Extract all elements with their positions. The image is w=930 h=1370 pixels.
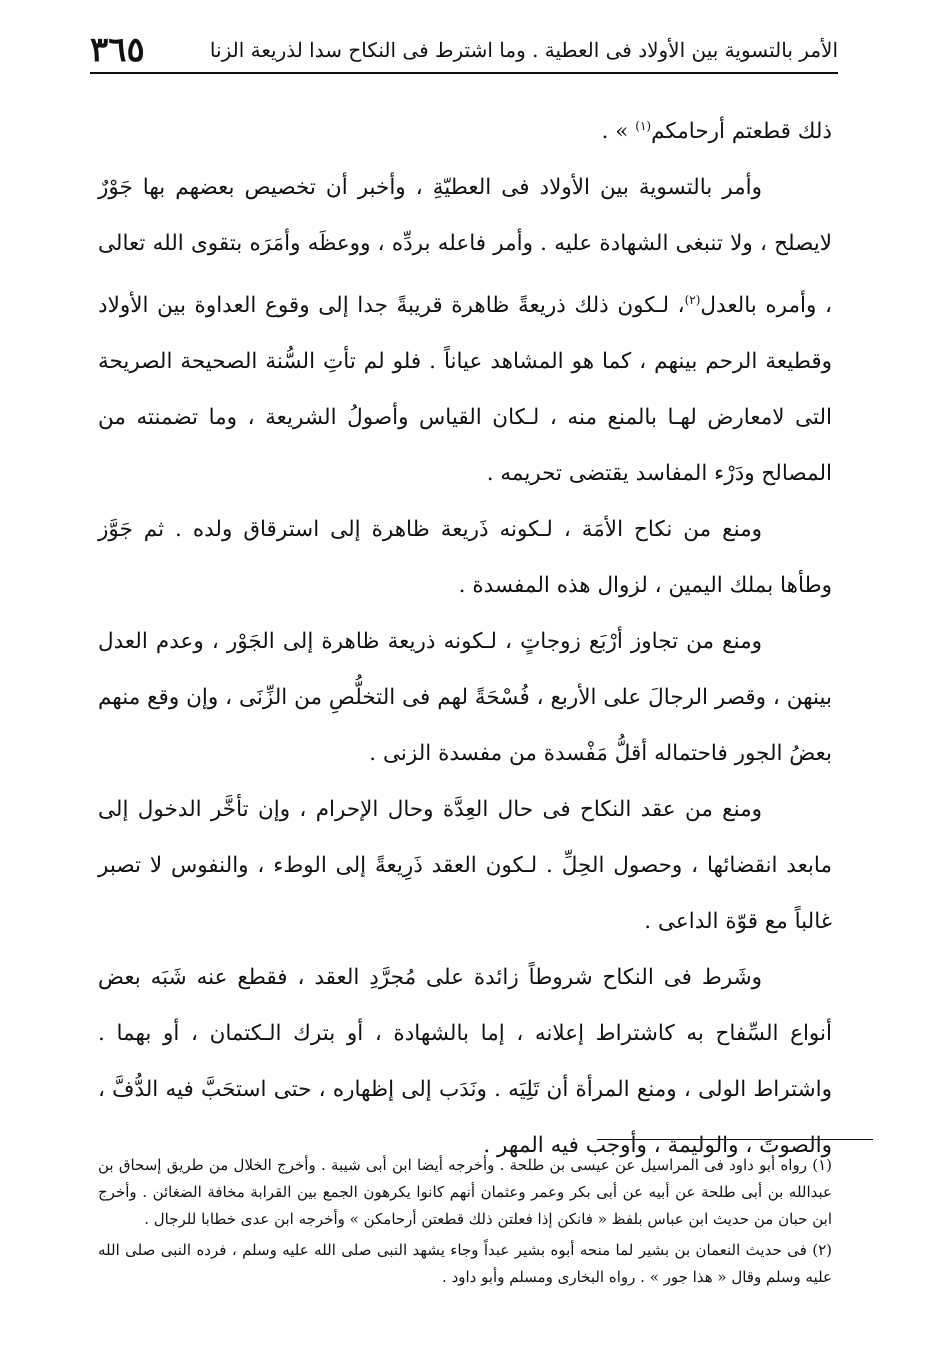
header-title: الأمر بالتسوية بين الأولاد فى العطية . وما اشترط فى النكاح سدا لذريعة الزنا bbox=[209, 38, 838, 62]
paragraph-conditions: وشَرط فى النكاح شروطاً زائدة على مُجرَّدِ العقد ، فقطع عنه شَبَه بعض أنواع السِّفاح به كاشتراط إعلانه ، إما بالشهادة ، أو بترك الـكتمان ، أو بهما . واشتراط الولى ، ومنع المرأة أن تَلِيَه . ونَدَب إلى إظهاره ، حتى استحَبَّ فيه الدُّفَّ ، والصوتَ ، والوليمة ، وأوجب فيه المهر . bbox=[98, 965, 832, 1159]
paragraph-equal-gifts bbox=[98, 160, 832, 502]
paragraph-continuation bbox=[98, 98, 832, 160]
paragraph-text: ذلك قطعتم أرحامكم bbox=[651, 119, 832, 145]
footnote-divider bbox=[597, 1139, 873, 1140]
footnote-2 bbox=[98, 1237, 832, 1291]
footnote-ref-1: (١) bbox=[635, 119, 652, 133]
footnote-1 bbox=[98, 1152, 832, 1233]
paragraph-slave-marriage: ومنع من نكاح الأمَة ، لـكونه ذَريعة ظاهرة إلى استرقاق ولده . ثم جَوَّز وطأها بملك اليمين ، لزوال هذه المفسدة . bbox=[98, 517, 832, 599]
paragraph-four-wives: ومنع من تجاوز أرْبَع زوجاتٍ ، لـكونه ذريعة ظاهرة إلى الجَوْر ، وعدم العدل بينهن ، وقصر الرجالَ على الأربع ، فُسْحَةً لهم فى التخلُّصِ من الزِّنَى ، وإن وقع منهم بعضُ الجور فاحتماله أقلُّ مَفْسدة من مفسدة الزنى . bbox=[98, 629, 832, 767]
footnote-text-2: فى حديث النعمان بن بشير لما منحه أبوه بشير عبداً وجاء يشهد النبى صلى الله عليه وسلم ، فرده النبى صلى الله عليه وسلم وقال « هذا جور » . رواه البخارى ومسلم وأبو داود . bbox=[98, 1241, 832, 1286]
paragraph-text: وأمر بالتسوية بين الأولاد فى العطيّةِ ، وأخبر أن تخصيص بعضهم بها جَوْرٌ لايصلح ، ولا تنبغى الشهادة عليه . وأمر فاعله بردِّه ، ووعظَه وأمَرَه بتقوى الله تعالى ، وأمره بالعدل bbox=[98, 175, 832, 319]
page-number: ٣٦٥ bbox=[90, 30, 145, 70]
footnote-ref-2: (٢) bbox=[684, 293, 701, 308]
main-text bbox=[98, 98, 832, 1174]
paragraph-text: ، لـكون ذلك ذريعةً ظاهرة قريبةً جدا إلى وقوع العداوة بين الأولاد وقطيعة الرحم بينهم ، كما هو المشاهد عياناً . فلو لم تأتِ السُّنة الصحيحة الصريحة التى لامعارض لهـا بالمنع منه ، لـكان القياس وأصولُ الشريعة ، وما تضمنته من المصالح ودَرْء المفاسد يقتضى تحريمه . bbox=[98, 293, 832, 487]
running-header bbox=[90, 28, 838, 74]
footnote-text-1: رواه أبو داود فى المراسيل عن عيسى بن طلحة . وأخرجه أيضا ابن أبى شيبة . وأخرج الخلال من طريق إسحاق بن عبدالله بن أبى طلحة عن أبيه عن أبى بكر وعمر وعثمان أنهم كانوا يكرهون الجمع بين القرابة مخافة الضغائن . وأخرج ابن حبان من حديث ابن عباس بلفظ « فانكن إذا فعلتن ذلك قطعتن أرحامكن » وأخرجه ابن عدى خطابا للرجال . bbox=[98, 1156, 832, 1228]
footnotes bbox=[98, 1152, 832, 1295]
footnote-marker-2: (٢) bbox=[812, 1241, 832, 1259]
paragraph-iddah: ومنع من عقد النكاح فى حال العِدَّة وحال الإحرام ، وإن تأخَّر الدخول إلى مابعد انقضائها ، وحصول الحِلِّ . لـكون العقد ذَرِيعةً إلى الوطء ، والنفوس لا تصبر غالباً مع قوّة الداعى . bbox=[98, 797, 832, 935]
paragraph-text: » . bbox=[601, 119, 636, 145]
footnote-marker-1: (١) bbox=[812, 1156, 832, 1174]
